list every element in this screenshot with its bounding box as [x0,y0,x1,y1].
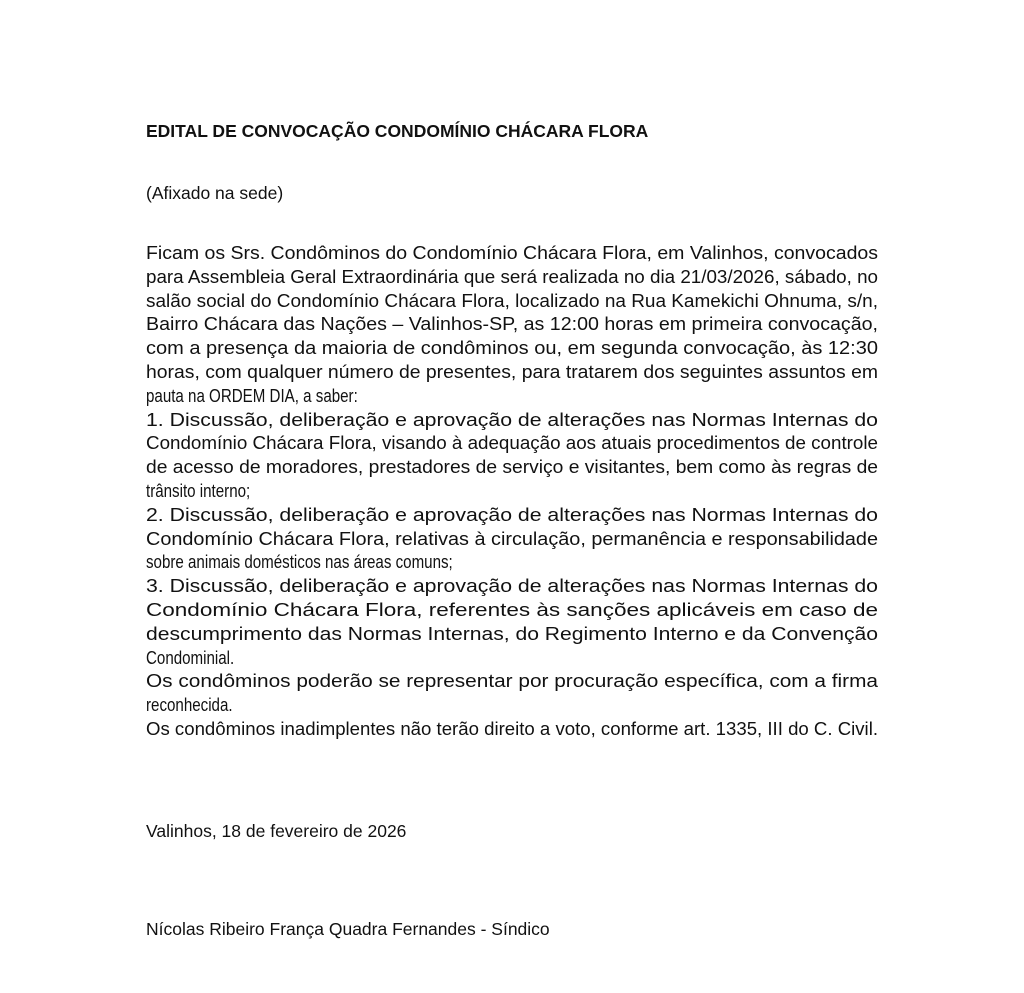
body-line: Condomínio Chácara Flora, visando à adequação aos atuais procedimentos de controle [146,433,878,454]
body-line: Condomínio Chácara Flora, referentes às sanções aplicáveis em caso de [146,599,879,620]
body-line: para Assembleia Geral Extraordinária que será realizada no dia 21/03/2026, sábado, no [146,266,879,287]
body-line: Condominial. [146,647,235,668]
body-line: de acesso de moradores, prestadores de serviço e visitantes, bem como às regras de [146,457,878,478]
body-line: pauta na ORDEM DIA, a saber: [146,385,358,406]
body-line: Bairro Chácara das Nações – Valinhos-SP, as 12:00 horas em primeira convocação, [146,314,878,335]
body-line: com a presença da maioria de condôminos ou, em segunda convocação, às 12:30 [146,338,878,359]
body-line: horas, com qualquer número de presentes, para tratarem dos seguintes assuntos em [146,361,878,382]
document-subtitle: (Afixado na sede) [146,183,284,203]
agenda-item-1: 1. Discussão, deliberação e aprovação de alterações nas Normas Internas do [146,409,878,430]
body-line: sobre animais domésticos nas áreas comuns; [146,552,453,573]
body-line: Condomínio Chácara Flora, relativas à circulação, permanência e responsabilidade [146,528,878,549]
document-date: Valinhos, 18 de fevereiro de 2026 [146,821,407,841]
body-line: descumprimento das Normas Internas, do Regimento Interno e da Convenção [146,623,879,644]
body-line: reconhecida. [146,695,233,716]
proxy-notice: Os condôminos poderão se representar por procuração específica, com a firma [146,671,879,692]
voting-notice: Os condôminos inadimplentes não terão direito a voto, conforme art. 1335, III do C. Civil. [146,718,878,739]
body-line: salão social do Condomínio Chácara Flora, localizado na Rua Kamekichi Ohnuma, s/n, [146,290,878,311]
body-line: Ficam os Srs. Condôminos do Condomínio Chácara Flora, em Valinhos, convocados [146,243,878,263]
body-line: trânsito interno; [146,480,251,501]
agenda-item-3: 3. Discussão, deliberação e aprovação de alterações nas Normas Internas do [146,576,878,597]
document-signature: Nícolas Ribeiro França Quadra Fernandes - Síndico [146,919,550,939]
document-title: EDITAL DE CONVOCAÇÃO CONDOMÍNIO CHÁCARA FLORA [146,121,649,141]
document-body [146,242,878,742]
agenda-item-2: 2. Discussão, deliberação e aprovação de alterações nas Normas Internas do [146,504,878,525]
